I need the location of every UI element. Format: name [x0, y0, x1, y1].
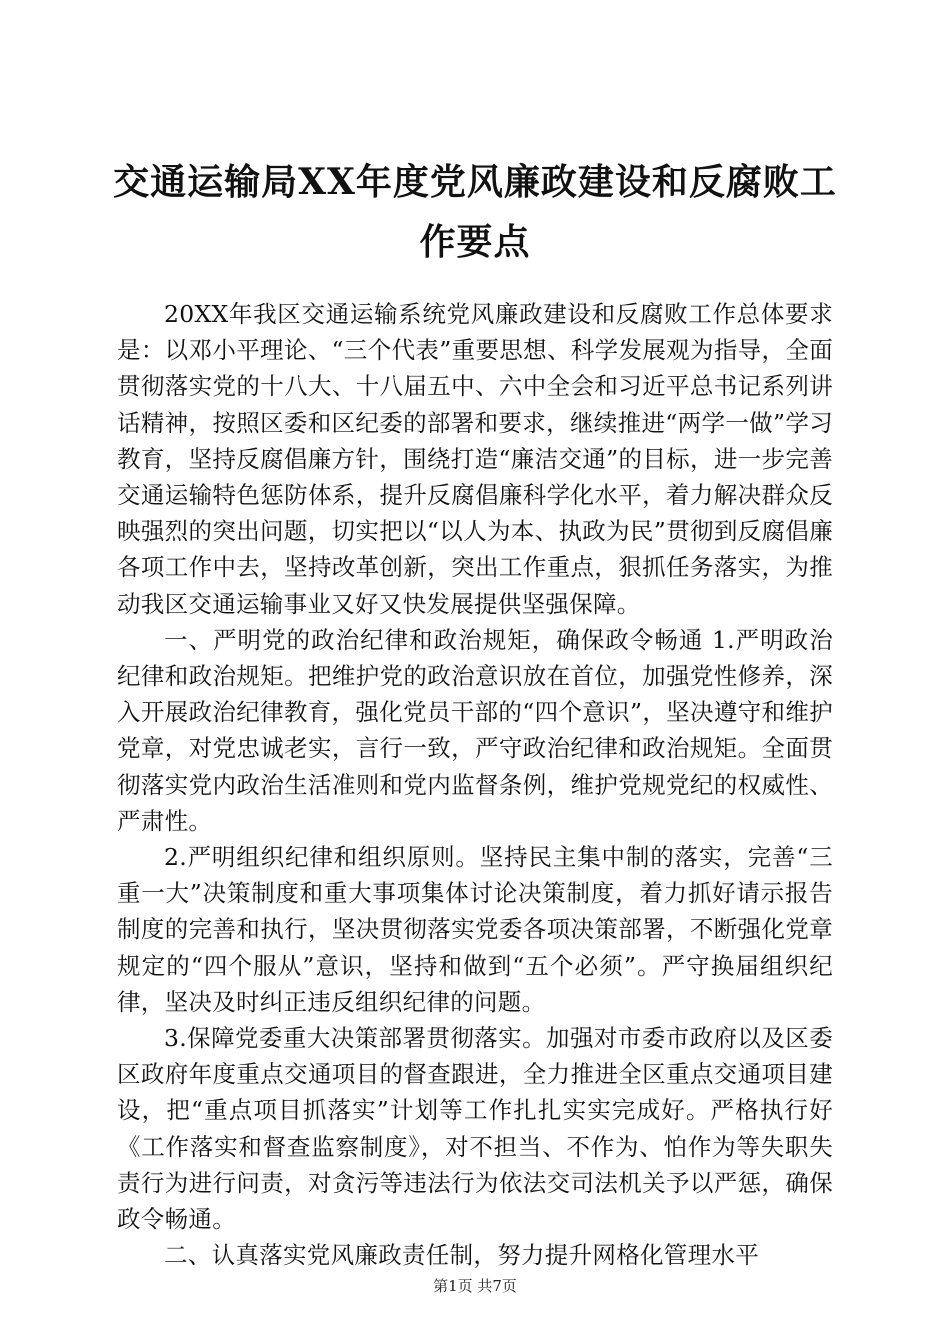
document-body — [117, 296, 833, 1273]
paragraph-intro: 20XX年我区交通运输系统党风廉政建设和反腐败工作总体要求是：以邓小平理论、“三个代表”重要思想、科学发展观为指导，全面贯彻落实党的十八大、十八届五中、六中全会和习近平总书记系列讲话精神，按照区委和区纪委的部署和要求，继续推进“两学一做”学习教育，坚持反腐倡廉方针，围绕打造“廉洁交通”的目标，进一步完善交通运输特色惩防体系，提升反腐倡廉科学化水平，着力解决群众反映强烈的突出问题，切实把以“以人为本、执政为民”贯彻到反腐倡廉各项工作中去，坚持改革创新，突出工作重点，狠抓任务落实，为推动我区交通运输事业又好又快发展提供坚强保障。 — [117, 300, 833, 618]
paragraph-section-2: 二、认真落实党风廉政责任制，努力提升网格化管理水平 — [164, 1241, 759, 1270]
document-title-line-1: 交通运输局XX年度党风廉政建设和反腐败工 — [113, 161, 837, 203]
paragraph-item-2: 2.严明组织纪律和组织原则。坚持民主集中制的落实，完善“三重一大”决策制度和重大事项集体讨论决策制度，着力抓好请示报告制度的完善和执行，坚决贯彻落实党委各项决策部署，不断强化党章规定的“四个服从”意识，坚持和做到“五个必须”。严守换届组织纪律，坚决及时纠正违反组织纪律的问题。 — [117, 843, 833, 1016]
page-footer: 第1页 共7页 — [433, 1277, 517, 1295]
document-title-line-2: 作要点 — [419, 221, 531, 263]
paragraph-item-3: 3.保障党委重大决策部署贯彻落实。加强对市委市政府以及区委区政府年度重点交通项目的督查跟进，全力推进全区重点交通项目建设，把“重点项目抓落实”计划等工作扎扎实实完成好。严格执行好《工作落实和督查监察制度》，对不担当、不作为、怕作为等失职失责行为进行问责，对贪污等违法行为依法交司法机关予以严惩，确保政令畅通。 — [117, 1024, 833, 1234]
paragraph-section-1: 一、严明党的政治纪律和政治规矩，确保政令畅通 1.严明政治纪律和政治规矩。把维护党的政治意识放在首位，加强党性修养，深入开展政治纪律教育，强化党员干部的“四个意识”，坚决遵守和维护党章，对党忠诚老实，言行一致，严守政治纪律和政治规矩。全面贯彻落实党内政治生活准则和党内监督条例，维护党规党纪的权威性、严肃性。 — [117, 625, 833, 835]
